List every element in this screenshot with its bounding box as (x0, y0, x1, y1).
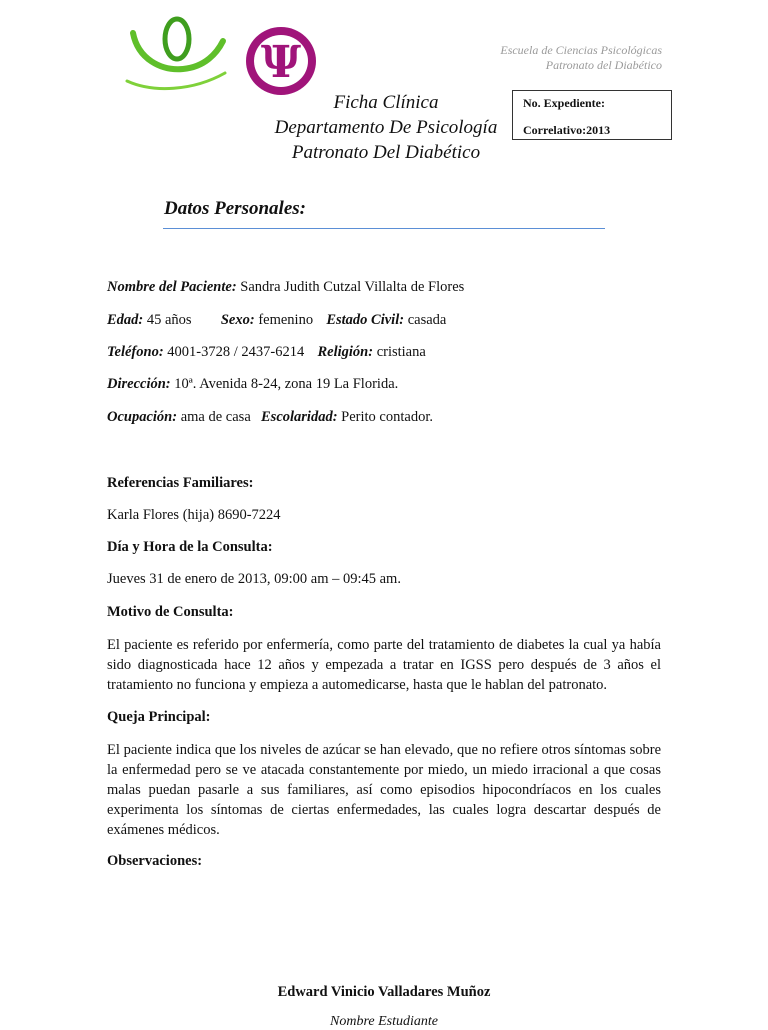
escolaridad-label: Escolaridad: (261, 409, 338, 425)
title-line-3: Patronato Del Diabético (291, 142, 481, 163)
edad-value: 45 años (146, 312, 192, 328)
section-divider (163, 228, 605, 229)
direccion-value: 10ª. Avenida 8-24, zona 19 La Florida. (174, 376, 399, 392)
correlativo-label: Correlativo:2013 (523, 123, 611, 137)
nombre-row (107, 279, 464, 296)
motivo-text: El paciente es referido por enfermería, como parte del tratamiento de diabetes la cual ya había sido diagnosticada hace 12 años y empezada a tratar en IGSS pero después de 3 años el tratamiento no funciona y empieza a automedicarse, hasta que le hablan del patronato. (107, 637, 661, 693)
expediente-box (512, 90, 672, 140)
telefono-row (107, 344, 426, 361)
ocupacion-value: ama de casa (180, 409, 251, 425)
student-name: Edward Vinicio Valladares Muñoz (277, 984, 491, 1000)
telefono-label: Teléfono: (107, 344, 164, 360)
observaciones-heading: Observaciones: (107, 853, 203, 869)
referencias-heading: Referencias Familiares: (107, 475, 254, 491)
document-title (262, 90, 510, 165)
escolaridad-value: Perito contador. (341, 409, 433, 425)
svg-text:Ψ: Ψ (260, 37, 302, 88)
expediente-label: No. Expediente: (523, 96, 605, 110)
telefono-value: 4001-3728 / 2437-6214 (167, 344, 305, 360)
direccion-row (107, 376, 398, 393)
queja-text: El paciente indica que los niveles de azúcar se han elevado, que no refiere otros síntomas sobre la enfermedad pero se ve atacada constantemente por miedo, un miedo irracional a que cosas malas puedan pasarle a sus familiares, así como episodios hipocondríacos en los cuales experimenta los síntomas de ciertas enfermedades, las cuales logra descartar después de exámenes médicos. (107, 742, 661, 838)
nombre-label: Nombre del Paciente: (107, 279, 237, 295)
religion-value: cristiana (376, 344, 426, 360)
title-line-2: Departamento De Psicología (274, 117, 498, 138)
title-line-1: Ficha Clínica (333, 92, 439, 113)
section-title: Datos Personales: (164, 198, 306, 219)
estado-value: casada (407, 312, 447, 328)
direccion-label: Dirección: (107, 376, 171, 392)
edad-label: Edad: (107, 312, 144, 328)
consulta-heading: Día y Hora de la Consulta: (107, 539, 273, 555)
green-swirl-logo-icon (113, 11, 239, 91)
sexo-label: Sexo: (220, 312, 255, 328)
motivo-heading: Motivo de Consulta: (107, 604, 234, 620)
consulta-text: Jueves 31 de enero de 2013, 09:00 am – 09:45 am. (107, 571, 401, 587)
ocupacion-row (107, 409, 433, 426)
edad-row (107, 312, 446, 329)
queja-heading: Queja Principal: (107, 709, 211, 725)
ocupacion-label: Ocupación: (107, 409, 178, 425)
school-line-2: Patronato del Diabético (545, 58, 662, 72)
psi-symbol-logo-icon (243, 25, 319, 97)
sexo-value: femenino (258, 312, 314, 328)
religion-label: Religión: (317, 344, 374, 360)
referencias-text: Karla Flores (hija) 8690-7224 (107, 507, 281, 523)
nombre-value: Sandra Judith Cutzal Villalta de Flores (240, 279, 465, 295)
student-role: Nombre Estudiante (330, 1014, 438, 1029)
school-name (422, 43, 662, 73)
estado-label: Estado Civil: (326, 312, 405, 328)
school-line-1: Escuela de Ciencias Psicológicas (500, 43, 662, 57)
